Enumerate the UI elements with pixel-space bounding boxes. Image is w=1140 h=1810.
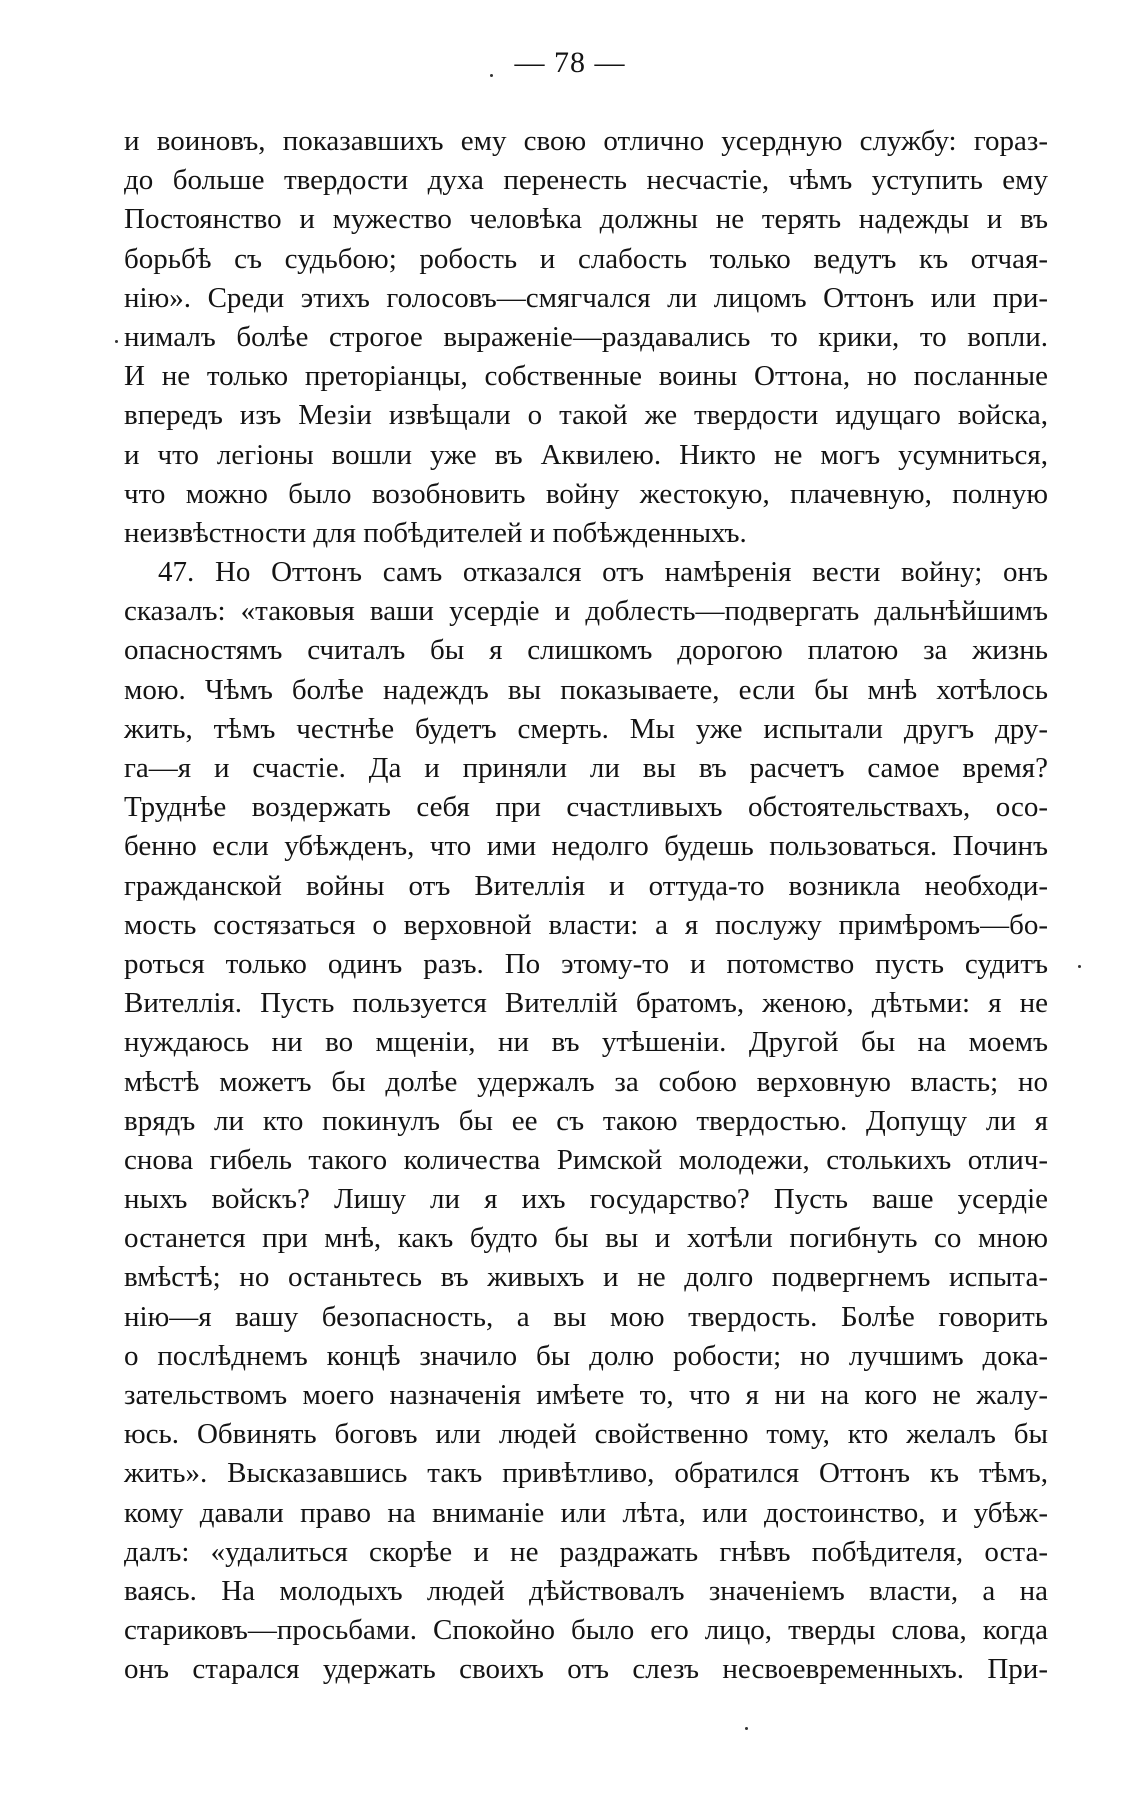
- text-line: нію». Среди этихъ голосовъ—смягчался ли лицомъ Оттонъ или при-: [124, 281, 1048, 314]
- scan-speck: [115, 340, 118, 343]
- text-line: мою. Чѣмъ болѣе надеждъ вы показываете, если бы мнѣ хотѣлось: [124, 673, 1048, 706]
- text-line: что можно было возобновить войну жестокую, плачевную, полную: [124, 477, 1048, 510]
- paragraph: [124, 122, 1048, 553]
- text-line: кому давали право на вниманіе или лѣта, или достоинство, и убѣж-: [124, 1496, 1048, 1529]
- text-line: опасностямъ считалъ бы я слишкомъ дорогою платою за жизнь: [124, 634, 1048, 667]
- text-line: борьбѣ съ судьбою; робость и слабость только ведутъ къ отчая-: [124, 242, 1048, 275]
- body-text: [124, 122, 1048, 1690]
- scan-speck: [745, 1727, 748, 1730]
- page-number: — 78 —: [514, 46, 626, 79]
- text-line: впередъ изъ Мезіи извѣщали о такой же твердости идущаго войска,: [124, 399, 1048, 432]
- text-line: мость состязаться о верховной власти: а я послужу примѣромъ—бо-: [124, 908, 1048, 941]
- text-line: сказалъ: «таковыя ваши усердіе и доблесть—подвергать дальнѣйшимъ: [124, 595, 1048, 628]
- text-line: зательствомъ моего назначенія имѣете то, что я ни на кого не жалу-: [124, 1379, 1048, 1411]
- text-line: онъ старался удержать своихъ отъ слезъ несвоевременныхъ. При-: [124, 1653, 1048, 1686]
- text-line: нію—я вашу безопасность, а вы мою твердость. Болѣе говорить: [124, 1300, 1048, 1333]
- text-line: юсь. Обвинять боговъ или людей свойственно тому, кто желалъ бы: [124, 1418, 1048, 1451]
- text-line: жить». Высказавшись такъ привѣтливо, обратился Оттонъ къ тѣмъ,: [124, 1457, 1048, 1490]
- text-line: нималъ болѣе строгое выраженіе—раздавались то крики, то вопли.: [124, 320, 1048, 353]
- text-line: га—я и счастіе. Да и приняли ли вы въ расчетъ самое время?: [124, 752, 1048, 784]
- text-line: гражданской войны отъ Вителлія и оттуда-то возникла необходи-: [124, 869, 1048, 902]
- text-line: Труднѣе воздержать себя при счастливыхъ обстоятельствахъ, осо-: [124, 791, 1048, 824]
- text-line: нуждаюсь ни во мщеніи, ни въ утѣшеніи. Другой бы на моемъ: [124, 1026, 1048, 1059]
- text-line: И не только преторіанцы, собственные воины Оттона, но посланные: [124, 360, 1048, 393]
- text-line: жить, тѣмъ честнѣе будетъ смерть. Мы уже испытали другъ дру-: [124, 712, 1048, 745]
- text-line: и воиновъ, показавшихъ ему свою отлично усердную службу: гораз-: [124, 125, 1048, 157]
- text-line: бенно если убѣжденъ, что ими недолго будешь пользоваться. Починъ: [124, 830, 1048, 863]
- text-line: о послѣднемъ концѣ значило бы долю робости; но лучшимъ дока-: [124, 1339, 1048, 1372]
- text-line: мѣстѣ можетъ бы долѣе удержалъ за собою верховную власть; но: [124, 1065, 1048, 1098]
- text-line: неизвѣстности для побѣдителей и побѣжденныхъ.: [124, 516, 747, 549]
- text-line: вмѣстѣ; но останьтесь въ живыхъ и не долго подвергнемъ испыта-: [124, 1261, 1048, 1294]
- text-line: далъ: «удалиться скорѣе и не раздражать гнѣвъ побѣдителя, оста-: [124, 1535, 1048, 1568]
- text-line: врядъ ли кто покинулъ бы ее съ такою твердостью. Допущу ли я: [124, 1104, 1048, 1137]
- text-line: и что легіоны вошли уже въ Аквилею. Никто не могъ усумниться,: [124, 438, 1048, 471]
- scan-speck: [490, 74, 493, 77]
- paragraph: [124, 553, 1048, 1689]
- text-line: до больше твердости духа перенесть несчастіе, чѣмъ уступить ему: [124, 164, 1048, 197]
- scan-speck: [1078, 965, 1081, 968]
- text-line: Вителлія. Пусть пользуется Вителлій братомъ, женою, дѣтьми: я не: [124, 987, 1048, 1020]
- text-line: ваясь. На молодыхъ людей дѣйствовалъ значеніемъ власти, а на: [124, 1574, 1048, 1607]
- text-line: 47. Но Оттонъ самъ отказался отъ намѣренія вести войну; онъ: [158, 556, 1048, 589]
- text-line: стариковъ—просьбами. Спокойно было его лицо, тверды слова, когда: [124, 1614, 1048, 1647]
- text-line: роться только одинъ разъ. По этому-то и потомство пусть судитъ: [124, 947, 1048, 980]
- text-line: Постоянство и мужество человѣка должны не терять надежды и въ: [124, 203, 1048, 236]
- text-line: останется при мнѣ, какъ будто бы вы и хотѣли погибнуть со мною: [124, 1222, 1048, 1255]
- text-line: ныхъ войскъ? Лишу ли я ихъ государство? Пусть ваше усердіе: [124, 1183, 1048, 1216]
- text-line: снова гибель такого количества Римской молодежи, столькихъ отлич-: [124, 1143, 1048, 1176]
